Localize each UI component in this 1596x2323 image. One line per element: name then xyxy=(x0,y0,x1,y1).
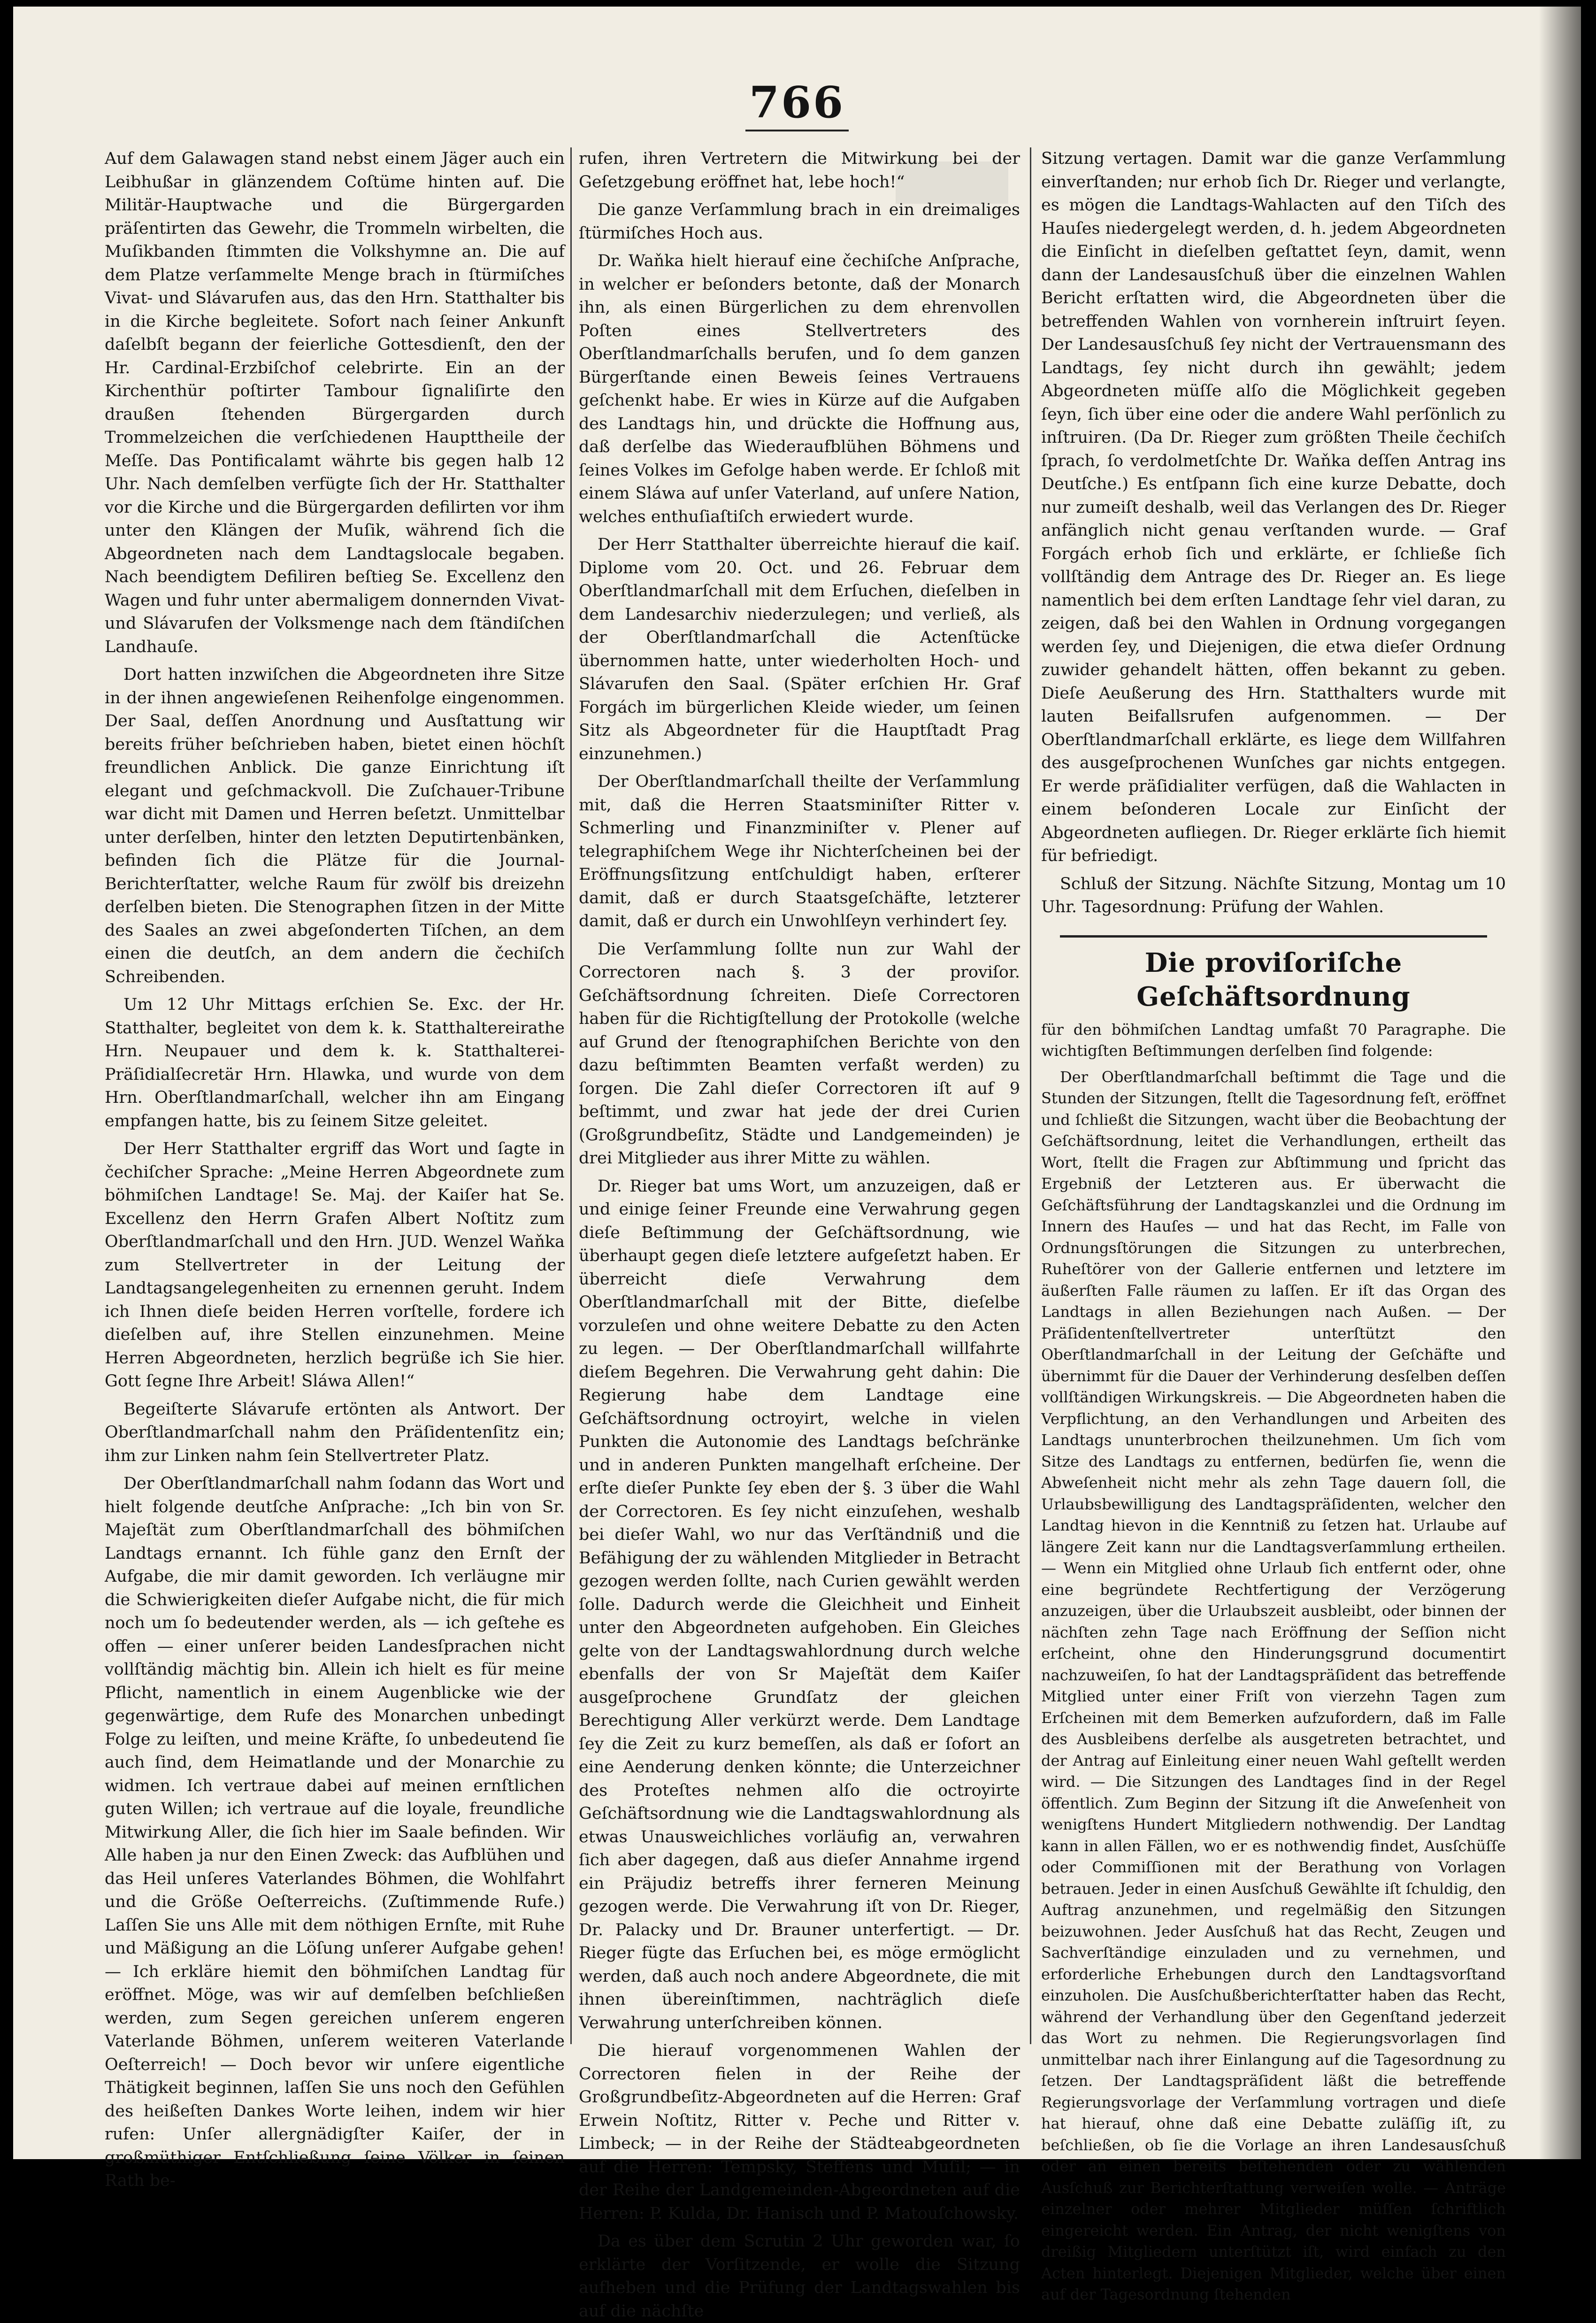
paragraph: Der Herr Statthalter ergriff das Wort und ſagte in čechiſcher Sprache: „Meine Herren Abgeordnete zum böhmiſchen Landtage! Se. Maj. der Kaiſer hat Se. Excellenz den Herrn Grafen Albert Noſtitz zum Oberſtlandmarſchall und den Hrn. JUD. Wenzel Waňka zum Stellvertreter in der Leitung der Landtagsangelegenheiten zu ernennen geruht. Indem ich Ihnen dieſe beiden Herren vorſtelle, fordere ich dieſelben auf, ihre Stellen einzunehmen. Meine Herren Abgeordneten, herzlich begrüße ich Sie hier. Gott ſegne Ihre Arbeit! Sláwa Allen!“ xyxy=(105,1139,565,1391)
column-2 xyxy=(579,147,1020,2321)
newspaper-page xyxy=(13,7,1581,2321)
column-1 xyxy=(105,147,565,2190)
paragraph: Begeiſterte Slávarufe ertönten als Antwort. Der Oberſtlandmarſchall nahm den Präſidentenſitz ein; ihm zur Linken nahm ſein Stellvertreter Platz. xyxy=(105,1400,565,1465)
paragraph: rufen, ihren Vertretern die Mitwirkung bei der Geſetzgebung eröffnet hat, lebe hoch!“ xyxy=(579,149,1020,192)
paragraph: Der Oberſtlandmarſchall beſtimmt die Tage und die Stunden der Sitzungen, ſtellt die Tagesordnung feſt, eröffnet und ſchließt die Sitzungen, wacht über die Beobachtung der Geſchäftsordnung, leitet die Verhandlungen, ertheilt das Wort, ſtellt die Fragen zur Abſtimmung und ſpricht das Ergebniß der Letzteren aus. Er überwacht die Geſchäftsführung der Landtagskanzlei und die Ordnung im Innern des Hauſes — und hat das Recht, im Falle von Ordnungsſtörungen die Sitzungen zu unterbrechen, Ruheſtörer von der Gallerie entfernen und letztere im äußerſten Falle räumen zu laſſen. Er iſt das Organ des Landtags in allen Beziehungen nach Außen. — Der Präſidentenſtellvertreter unterſtützt den Oberſtlandmarſchall in der Leitung der Geſchäfte und übernimmt für die Dauer der Verhinderung desſelben deſſen vollſtändigen Wirkungskreis. — Die Abgeordneten haben die Verpflichtung, an den Verhandlungen und Arbeiten des Landtags ununterbrochen theilzunehmen. Um ſich vom Sitze des Landtags zu entfernen, bedürfen ſie, wenn die Abweſenheit nicht mehr als zehn Tage dauern ſoll, die Urlaubsbewilligung des Landtagspräſidenten, welcher den Landtag hievon in die Kenntniß zu ſetzen hat. Urlaube auf längere Zeit kann nur die Landtagsverſammlung ertheilen. — Wenn ein Mitglied ohne Urlaub ſich entfernt oder, ohne eine begründete Rechtfertigung der Verzögerung anzuzeigen, über die Urlaubszeit ausbleibt, oder binnen der nächſten zehn Tage nach Eröffnung der Seſſion nicht erſcheint, ohne den Hinderungsgrund documentirt nachzuweiſen, ſo hat der Landtagspräſident das betreffende Mitglied unter einer Friſt von vierzehn Tagen zum Erſcheinen mit dem Bemerken aufzufordern, daß im Falle des Ausbleibens derſelbe als ausgetreten betrachtet, und der Antrag auf Einleitung einer neuen Wahl geſtellt werden wird. — Die Sitzungen des Landtages ſind in der Regel öffentlich. Zum Beginn der Sitzung iſt die Anweſenheit von wenigſtens Hundert Mitgliedern nothwendig. Der Landtag kann in allen Fällen, wo er es nothwendig findet, Ausſchüſſe oder Commiſſionen mit der Berathung von Vorlagen betrauen. Jeder in einen Ausſchuß Gewählte iſt ſchuldig, den Auftrag anzunehmen, und regelmäßig den Sitzungen beizuwohnen. Jeder Ausſchuß hat das Recht, Zeugen und Sachverſtändige einzuladen und zu vernehmen, und erforderliche Erhebungen durch den Landtagsvorſtand einzuholen. Die Ausſchußberichterſtatter haben das Recht, während der Verhandlung über den Gegenſtand jederzeit das Wort zu nehmen. Die Regierungsvorlagen ſind unmittelbar nach ihrer Einlangung auf die Tagesordnung zu ſetzen. Der Landtagspräſident läßt die betreffende Regierungsvorlage der Verſammlung vortragen und dieſe hat hierauf, ohne daß eine Debatte zuläſſig iſt, zu beſchließen, ob ſie die Vorlage an ihren Landesausſchuß oder an einen bereits beſtehenden oder zu wählenden Ausſchuß zur Berichterſtattung verweiſen wolle. — Anträge einzelner oder mehrer Mitglieder müſſen ſchriftlich eingereicht werden. Ein Antrag, der nicht wenigſtens von dreißig Mitgliedern unterſtützt iſt, wird einfach zu den Acten hinterlegt. Diejenigen Mitglieder, welche über einen auf der Tagesordnung ſtehenden xyxy=(1041,1068,1506,2303)
paragraph: Um 12 Uhr Mittags erſchien Se. Exc. der Hr. Statthalter, begleitet von dem k. k. Statthaltereirathe Hrn. Neupauer und dem k. k. Statthalterei-Präſidialſecretär Hrn. Hlawka, und wurde von dem Hrn. Oberſtlandmarſchall, welcher ihn am Eingang empfangen hatte, bis zu ſeinem Sitze geleitet. xyxy=(105,995,565,1131)
page-number: 766 xyxy=(749,77,845,128)
column-3 xyxy=(1041,147,1506,2303)
paragraph: Der Herr Statthalter überreichte hierauf die kaiſ. Diplome vom 20. Oct. und 26. Februar dem Oberſtlandmarſchall mit dem Erſuchen, dieſelben in dem Landesarchiv niederzulegen; und verließ, als der Oberſtlandmarſchall die Actenſtücke übernommen hatte, unter wiederholten Hoch- und Slávarufen den Saal. (Später erſchien Hr. Graf Forgách im bürgerlichen Kleide wieder, um ſeinen Sitz als Abgeordneter für die Hauptſtadt Prag einzunehmen.) xyxy=(579,535,1020,763)
paragraph: Die hierauf vorgenommenen Wahlen der Correctoren fielen in der Reihe der Großgrundbeſitz-Abgeordneten auf die Herren: Graf Erwein Noſtitz, Ritter v. Peche und Ritter v. Limbeck; — in der Reihe der Städteabgeordneten auf die Herren: Tempsky, Steffens und Muſil; — in der Reihe der Landgemeinden-Abgeordneten auf die Herren: P. Kulda, Dr. Hanisch und P. Matouſchowsky. xyxy=(579,2041,1020,2223)
page-edge-shadow xyxy=(1539,7,1581,2159)
section-heading: Die proviſoriſche Geſchäftsordnung xyxy=(1136,947,1411,1012)
paragraph: Dort hatten inzwiſchen die Abgeordneten ihre Sitze in der ihnen angewieſenen Reihenfolge eingenommen. Der Saal, deſſen Anordnung und Ausſtattung wir bereits früher beſchrieben haben, bietet einen höchſt freundlichen Anblick. Die ganze Einrichtung iſt elegant und geſchmackvoll. Die Zuſchauer-Tribune war dicht mit Damen und Herren beſetzt. Unmittelbar unter derſelben, hinter den letzten Deputirtenbänken, befinden ſich die Plätze für die Journal-Berichterſtatter, welche Raum für zwölf bis dreizehn derſelben bieten. Die Stenographen ſitzen in der Mitte des Saales an zwei abgeſonderten Tiſchen, an dem einen die deutſch, an dem andern die čechiſch Schreibenden. xyxy=(105,665,565,986)
paragraph: Dr. Rieger bat ums Wort, um anzuzeigen, daß er und einige ſeiner Freunde eine Verwahrung gegen dieſe Beſtimmung der Geſchäftsordnung, wie überhaupt gegen dieſe letztere aufgeſetzt haben. Er überreicht dieſe Verwahrung dem Oberſtlandmarſchall mit der Bitte, dieſelbe vorzuleſen und ohne weitere Debatte zu den Acten zu legen. — Der Oberſtlandmarſchall willfahrte dieſem Begehren. Die Verwahrung geht dahin: Die Regierung habe dem Landtage eine Geſchäftsordnung octroyirt, welche in vielen Punkten die Autonomie des Landtags beſchränke und in anderen Punkten mangelhaft erſcheine. Der erſte dieſer Punkte ſey eben der §. 3 über die Wahl der Correctoren. Es ſey nicht einzuſehen, weshalb bei dieſer Wahl, wo nur das Verſtändniß und die Befähigung der zu wählenden Mitglieder in Betracht gezogen werden ſollte, nach Curien gewählt werden ſolle. Dadurch werde die Gleichheit und Einheit unter den Abgeordneten aufgehoben. Ein Gleiches gelte von der Landtagswahlordnung durch welche ebenfalls der von Sr Majeſtät dem Kaiſer ausgeſprochene Grundſatz der gleichen Berechtigung Aller verkürzt werde. Dem Landtage ſey die Zeit zu kurz bemeſſen, als daß er ſofort an eine Aenderung denken könnte; die Unterzeichner des Proteſtes nehmen alſo die octroyirte Geſchäftsordnung wie die Landtagswahlordnung als etwas Unausweichliches vorläufig an, verwahren ſich aber dagegen, daß aus dieſer Annahme irgend ein Präjudiz betreffs ihrer ferneren Meinung gezogen werde. Die Verwahrung iſt von Dr. Rieger, Dr. Palacky und Dr. Brauner unterfertigt. — Dr. Rieger fügte das Erſuchen bei, es möge ermöglicht werden, daß auch noch andere Abgeordnete, die mit ihnen übereinſtimmen, nachträglich dieſe Verwahrung unterſchreiben können. xyxy=(579,1177,1020,2032)
paragraph: Die ganze Verſammlung brach in ein dreimaliges ſtürmiſches Hoch aus. xyxy=(579,200,1020,243)
paragraph: Schluß der Sitzung. Nächſte Sitzung, Montag um 10 Uhr. Tagesordnung: Prüfung der Wahlen. xyxy=(1041,874,1506,916)
paragraph: Da es über dem Scrutin 2 Uhr geworden war, ſo erklärte der Vorſitzende, er wolle die Sitzung aufheben und die Prüfung der Landtagswahlen bis auf die nächſte xyxy=(579,2232,1020,2321)
column-divider-1 xyxy=(570,147,572,2044)
paragraph: Auf dem Galawagen stand nebst einem Jäger auch ein Leibhußar in glänzendem Coſtüme hinten auf. Die Militär-Hauptwache und die Bürgergarden präſentirten das Gewehr, die Trommeln wirbelten, die Muſikbanden ſtimmten die Volkshymne an. Die auf dem Platze verſammelte Menge brach in ſtürmiſches Vivat- und Slávarufen aus, das den Hrn. Statthalter bis in die Kirche begleitete. Sofort nach ſeiner Ankunft daſelbſt begann der feierliche Gottesdienſt, den der Hr. Cardinal-Erzbiſchof celebrirte. Ein an der Kirchenthür poſtirter Tambour ſignaliſirte den draußen ſtehenden Bürgergarden durch Trommelzeichen die verſchiedenen Haupttheile der Meſſe. Das Pontificalamt währte bis gegen halb 12 Uhr. Nach demſelben verfügte ſich der Hr. Statthalter vor die Kirche und die Bürgergarden defilirten vor ihm unter den Klängen der Muſik, während ſich die Abgeordneten nach dem Landtagslocale begaben. Nach beendigtem Defiliren beſtieg Se. Excellenz den Wagen und fuhr unter abermaligem donnernden Vivat- und Slávarufen der Volksmenge nach dem ſtändiſchen Landhauſe. xyxy=(105,149,565,656)
paragraph: Der Oberſtlandmarſchall theilte der Verſammlung mit, daß die Herren Staatsminiſter Ritter v. Schmerling und Finanzminiſter v. Plener auf telegraphiſchem Wege ihr Nichterſcheinen bei der Eröffnungsſitzung entſchuldigt haben, erſterer damit, daß er durch Staatsgeſchäfte, letzterer damit, daß er durch ein Unwohlſeyn verhindert ſey. xyxy=(579,772,1020,931)
paragraph: für den böhmiſchen Landtag umfaßt 70 Paragraphe. Die wichtigſten Beſtimmungen derſelben ſind folgende: xyxy=(1041,1020,1506,1060)
paragraph: Sitzung vertagen. Damit war die ganze Verſammlung einverſtanden; nur erhob ſich Dr. Rieger und verlangte, es mögen die Landtags-Wahlacten auf den Tiſch des Hauſes niedergelegt werden, d. h. jedem Abgeordneten die Einſicht in dieſelben geſtattet ſeyn, damit, wenn dann der Landesausſchuß über die einzelnen Wahlen Bericht erſtatten wird, die Abgeordneten über die betreffenden Wahlen von vornherein inſtruirt ſeyen. Der Landesausſchuß ſey nicht der Vertrauensmann des Landtags, ſey nicht durch ihn gewählt; jedem Abgeordneten müſſe alſo die Möglichkeit gegeben ſeyn, ſich über eine oder die andere Wahl perſönlich zu inſtruiren. (Da Dr. Rieger zum größten Theile čechiſch ſprach, ſo verdolmetſchte Dr. Waňka deſſen Antrag ins Deutſche.) Es entſpann ſich eine kurze Debatte, doch nur zumeiſt deshalb, weil das Verlangen des Dr. Rieger anfänglich nicht genau verſtanden wurde. — Graf Forgách erhob ſich und erklärte, er ſchließe ſich vollſtändig dem Antrage des Dr. Rieger an. Es liege namentlich bei dem erſten Landtage ſehr viel daran, zu zeigen, daß bei den Wahlen in Ordnung vorgegangen werden ſey, und Diejenigen, die etwa dieſer Ordnung zuwider gehandelt hätten, offen bekannt zu geben. Dieſe Aeußerung des Hrn. Statthalters wurde mit lauten Beifallsrufen aufgenommen. — Der Oberſtlandmarſchall erklärte, es liege dem Willfahren des ausgeſprochenen Wunſches gar nichts entgegen. Er werde präſidialiter verfügen, daß die Wahlacten in einem beſonderen Locale zur Einſicht der Abgeordneten aufliegen. Dr. Rieger erklärte ſich hiemit für befriedigt. xyxy=(1041,149,1506,865)
paragraph: Die Verſammlung ſollte nun zur Wahl der Correctoren nach §. 3 der proviſor. Geſchäftsordnung ſchreiten. Dieſe Correctoren haben für die Richtigſtellung der Protokolle (welche auf Grund der ſtenographiſchen Berichte von den dazu beſtimmten Beamten verfaßt werden) zu ſorgen. Die Zahl dieſer Correctoren iſt auf 9 beſtimmt, und zwar hat jede der drei Curien (Großgrundbeſitz, Städte und Landgemeinden) je drei Mitglieder aus ihrer Mitte zu wählen. xyxy=(579,939,1020,1168)
column-divider-2 xyxy=(1030,147,1031,2044)
page-number-rule xyxy=(745,130,849,131)
paragraph: Dr. Waňka hielt hierauf eine čechiſche Anſprache, in welcher er beſonders betonte, daß der Monarch ihn, als einen Bürgerlichen zu dem ehrenvollen Poſten eines Stellvertreters des Oberſtlandmarſchalls berufen, und ſo dem ganzen Bürgerſtande einen Beweis ſeines Vertrauens geſchenkt habe. Er wies in Kürze auf die Aufgaben des Landtags hin, und drückte die Hoffnung aus, daß derſelbe das Wiederaufblühen Böhmens und ſeines Volkes im Gefolge haben werde. Er ſchloß mit einem Sláwa auf unſer Vaterland, auf unſere Nation, welches enthuſiaſtiſch erwiedert wurde. xyxy=(579,252,1020,526)
section-rule xyxy=(1060,935,1487,938)
paragraph: Der Oberſtlandmarſchall nahm ſodann das Wort und hielt folgende deutſche Anſprache: „Ich bin von Sr. Majeſtät zum Oberſtlandmarſchall des böhmiſchen Landtags ernannt. Ich fühle ganz den Ernſt der Aufgabe, die mir damit geworden. Ich verläugne mir die Schwierigkeiten dieſer Aufgabe nicht, die für mich noch um ſo bedeutender werden, als — ich geſtehe es offen — einer unſerer beiden Landesſprachen nicht vollſtändig mächtig bin. Allein ich hielt es für meine Pflicht, namentlich in einem Augenblicke wie der gegenwärtige, dem Rufe des Monarchen unbedingt Folge zu leiſten, und meine Kräfte, ſo unbedeutend ſie auch ſind, dem Heimatlande und der Monarchie zu widmen. Ich vertraue dabei auf meinen ernſtlichen guten Willen; ich vertraue auf die loyale, freundliche Mitwirkung Aller, die ſich hier im Saale befinden. Wir Alle haben ja nur den Einen Zweck: das Aufblühen und das Heil unſeres Vaterlandes Böhmen, die Wohlfahrt und die Größe Oeſterreichs. (Zuſtimmende Rufe.) Laſſen Sie uns Alle mit dem nöthigen Ernſte, mit Ruhe und Mäßigung an die Löſung unſerer Aufgabe gehen! — Ich erkläre hiemit den böhmiſchen Landtag für eröffnet. Möge, was wir auf demſelben beſchließen werden, zum Segen gereichen unſerem engeren Vaterlande Böhmen, unſerem weiteren Vaterlande Oeſterreich! — Doch bevor wir unſere eigentliche Thätigkeit beginnen, laſſen Sie uns noch den Gefühlen des heißeſten Dankes Worte leihen, indem wir hier rufen: Unſer allergnädigſter Kaiſer, der in großmüthiger Entſchließung ſeine Völker in ſeinen Rath be- xyxy=(105,1474,565,2190)
